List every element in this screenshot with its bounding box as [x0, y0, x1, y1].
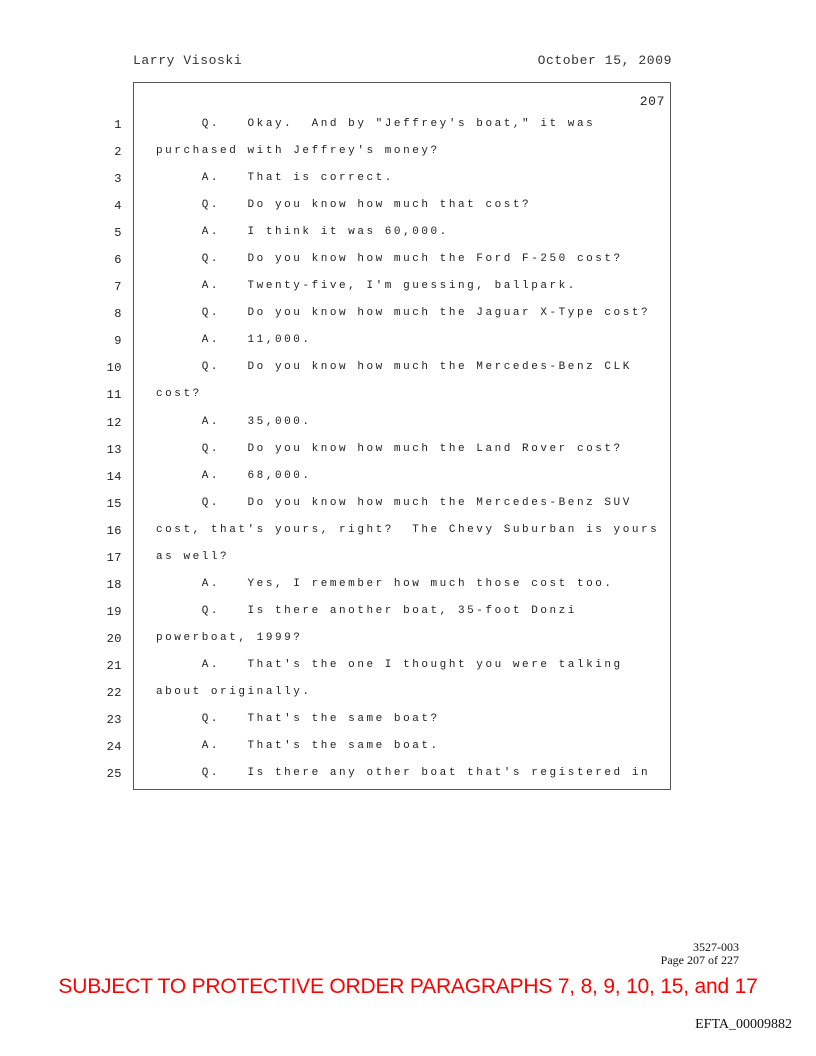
- transcript-line: [0, 545, 816, 572]
- line-number: 10: [106, 361, 122, 376]
- line-text: cost, that's yours, right? The Chevy Suburban is yours: [156, 523, 660, 536]
- transcript-line: [0, 707, 816, 734]
- line-number: 9: [114, 334, 122, 349]
- line-number: 21: [106, 658, 122, 673]
- protective-order-notice: SUBJECT TO PROTECTIVE ORDER PARAGRAPHS 7, 8, 9, 10, 15, and 17: [58, 975, 758, 998]
- line-number: 7: [114, 280, 122, 295]
- line-text: purchased with Jeffrey's money?: [156, 145, 440, 158]
- transcript-line: [0, 328, 816, 355]
- transcript-line: [0, 112, 816, 139]
- line-number: 8: [114, 307, 122, 322]
- line-text: Q. Is there any other boat that's registered in: [156, 767, 651, 780]
- line-number: 16: [106, 523, 122, 538]
- transcript-line: [0, 464, 816, 491]
- line-text: A. That's the one I thought you were talking: [156, 658, 623, 671]
- transcript-line: [0, 680, 816, 707]
- line-text: Q. Do you know how much the Mercedes-Benz SUV: [156, 496, 632, 509]
- line-text: Q. Okay. And by "Jeffrey's boat," it was: [156, 118, 596, 130]
- line-text: Q. Do you know how much the Ford F-250 cost?: [156, 253, 623, 266]
- transcript-line: [0, 437, 816, 464]
- line-number: 15: [106, 496, 122, 511]
- transcript-line: [0, 301, 816, 328]
- transcript-line: [0, 139, 816, 166]
- line-text: A. 35,000.: [156, 415, 312, 428]
- line-number: 5: [114, 226, 122, 241]
- transcript-line: [0, 220, 816, 247]
- line-text: about originally.: [156, 685, 312, 698]
- transcript-line: [0, 166, 816, 193]
- transcript-line: [0, 247, 816, 274]
- line-text: cost?: [156, 388, 202, 401]
- line-text: A. That is correct.: [156, 172, 394, 185]
- deposition-date: October 15, 2009: [537, 53, 672, 68]
- line-text: Q. Do you know how much the Land Rover cost?: [156, 442, 623, 455]
- transcript-line: [0, 355, 816, 382]
- transcript-line: [0, 734, 816, 761]
- line-text: A. Twenty-five, I'm guessing, ballpark.: [156, 280, 577, 293]
- line-number: 18: [106, 577, 122, 592]
- line-number: 14: [106, 469, 122, 484]
- transcript-line: [0, 626, 816, 653]
- line-number: 23: [106, 713, 122, 728]
- line-text: as well?: [156, 550, 230, 563]
- witness-name: Larry Visoski: [133, 53, 243, 68]
- line-number: 25: [106, 767, 122, 782]
- bates-number: EFTA_00009882: [695, 1017, 792, 1032]
- transcript-line: [0, 572, 816, 599]
- line-number: 4: [114, 199, 122, 214]
- transcript-line: [0, 491, 816, 518]
- line-text: A. 68,000.: [156, 469, 312, 482]
- line-number: 12: [106, 415, 122, 430]
- line-text: Q. That's the same boat?: [156, 713, 440, 726]
- transcript-line: [0, 761, 816, 788]
- transcript-line: [0, 274, 816, 301]
- line-number: 17: [106, 550, 122, 565]
- line-number: 22: [106, 685, 122, 700]
- line-text: A. Yes, I remember how much those cost too.: [156, 577, 614, 590]
- transcript-line: [0, 653, 816, 680]
- line-text: powerboat, 1999?: [156, 631, 303, 644]
- line-text: A. I think it was 60,000.: [156, 226, 449, 239]
- line-number: 6: [114, 253, 122, 268]
- line-number: 13: [106, 442, 122, 457]
- line-text: Q. Do you know how much that cost?: [156, 199, 532, 212]
- line-number: 1: [114, 118, 122, 132]
- line-number: 3: [114, 172, 122, 187]
- line-number: 20: [106, 631, 122, 646]
- line-text: Q. Do you know how much the Jaguar X-Type cost?: [156, 307, 651, 320]
- line-number: 19: [106, 604, 122, 619]
- line-text: A. 11,000.: [156, 334, 312, 347]
- transcript-lines: [0, 112, 816, 788]
- transcript-line: [0, 410, 816, 437]
- document-id: 3527-003: [693, 940, 739, 954]
- page-of-count: Page 207 of 227: [660, 953, 739, 967]
- transcript-line: [0, 382, 816, 409]
- line-text: Q. Do you know how much the Mercedes-Benz CLK: [156, 361, 632, 374]
- transcript-line: [0, 599, 816, 626]
- line-number: 24: [106, 740, 122, 755]
- transcript-line: [0, 518, 816, 545]
- transcript-page-number: 207: [639, 94, 665, 109]
- line-number: 11: [106, 388, 122, 403]
- line-number: 2: [114, 145, 122, 160]
- document-id-block: [661, 941, 739, 967]
- line-text: A. That's the same boat.: [156, 740, 440, 753]
- transcript-line: [0, 193, 816, 220]
- line-text: Q. Is there another boat, 35-foot Donzi: [156, 604, 577, 617]
